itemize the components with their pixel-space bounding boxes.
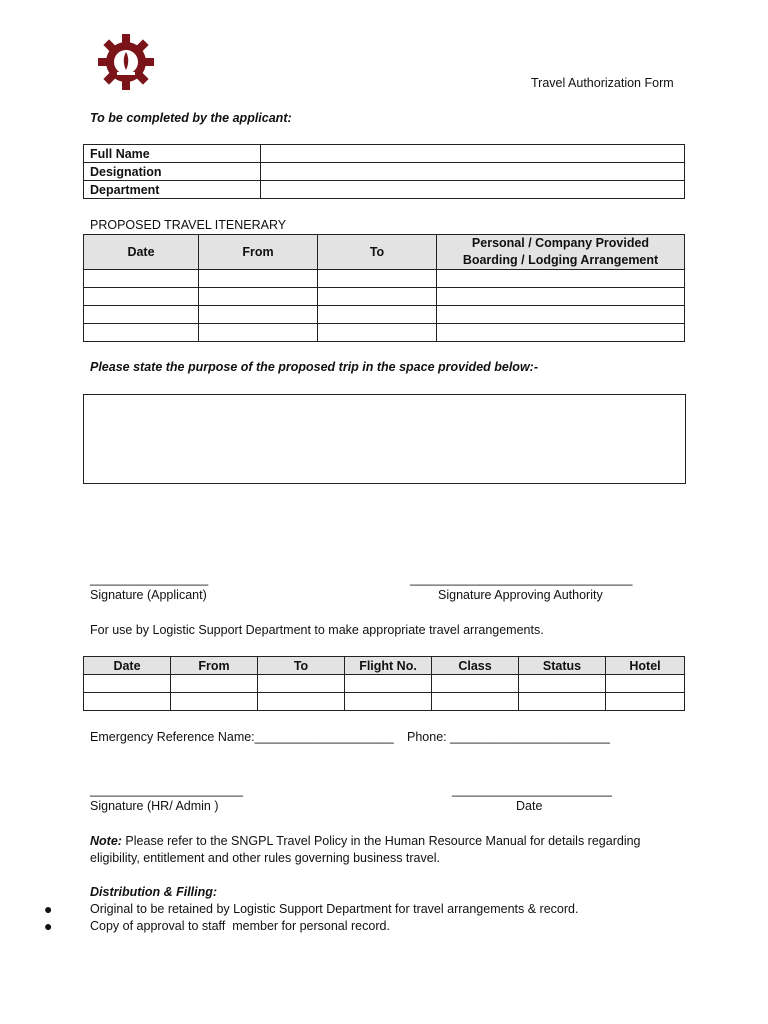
table-row (84, 324, 685, 342)
emergency-name-field[interactable]: ____________________ (254, 730, 394, 744)
itinerary-cell[interactable] (199, 306, 318, 324)
logistics-cell[interactable] (345, 675, 432, 693)
logistics-cell[interactable] (519, 675, 606, 693)
column-header-from: From (171, 657, 258, 675)
list-item (0, 902, 578, 919)
distribution-heading: Distribution & Filling: (90, 885, 218, 899)
list-item (0, 919, 578, 936)
column-header-status: Status (519, 657, 606, 675)
applicant-signature-line: _________________ (90, 572, 209, 586)
distribution-list (0, 902, 578, 936)
itinerary-cell[interactable] (437, 306, 685, 324)
purpose-heading: Please state the purpose of the proposed trip in the space provided below:- (90, 360, 538, 374)
itinerary-cell[interactable] (199, 288, 318, 306)
hr-signature-label: Signature (HR/ Admin ) (90, 799, 219, 813)
itinerary-cell[interactable] (199, 324, 318, 342)
bullet-icon: ● (44, 901, 53, 917)
column-header-from: From (199, 235, 318, 270)
logistics-intro: For use by Logistic Support Department to make appropriate travel arrangements. (90, 623, 544, 637)
purpose-text-area[interactable] (83, 394, 686, 484)
hr-signature-line: ______________________ (90, 783, 243, 797)
itinerary-table (83, 234, 685, 342)
note-label: Note: (90, 834, 122, 848)
field-label: Department (84, 181, 261, 199)
bullet-icon: ● (44, 918, 53, 934)
full-name-field[interactable] (261, 145, 685, 163)
note-line-2: eligibility, entitlement and other rules governing business travel. (90, 851, 440, 865)
itinerary-cell[interactable] (84, 288, 199, 306)
table-row (84, 181, 685, 199)
table-row (84, 145, 685, 163)
table-row (84, 693, 685, 711)
logistics-cell[interactable] (606, 693, 685, 711)
logistics-cell[interactable] (345, 693, 432, 711)
logistics-table (83, 656, 685, 711)
column-header-flight-no: Flight No. (345, 657, 432, 675)
logistics-cell[interactable] (519, 693, 606, 711)
column-header-date: Date (84, 235, 199, 270)
itinerary-cell[interactable] (84, 270, 199, 288)
logistics-cell[interactable] (258, 693, 345, 711)
date-signature-label: Date (516, 799, 543, 813)
form-title: Travel Authorization Form (531, 76, 674, 90)
itinerary-cell[interactable] (437, 288, 685, 306)
itinerary-heading: PROPOSED TRAVEL ITENERARY (90, 218, 287, 232)
logistics-cell[interactable] (171, 675, 258, 693)
itinerary-cell[interactable] (437, 270, 685, 288)
emergency-name-label: Emergency Reference Name: (90, 730, 255, 744)
applicant-details-table (83, 144, 685, 199)
logistics-cell[interactable] (84, 693, 171, 711)
itinerary-cell[interactable] (318, 324, 437, 342)
itinerary-cell[interactable] (318, 270, 437, 288)
itinerary-cell[interactable] (199, 270, 318, 288)
logistics-cell[interactable] (84, 675, 171, 693)
column-header-hotel: Hotel (606, 657, 685, 675)
table-row (84, 270, 685, 288)
emergency-phone-field[interactable]: _______________________ (450, 730, 610, 744)
logistics-cell[interactable] (171, 693, 258, 711)
itinerary-cell[interactable] (84, 306, 199, 324)
itinerary-cell[interactable] (318, 288, 437, 306)
column-header-to: To (318, 235, 437, 270)
itinerary-cell[interactable] (84, 324, 199, 342)
emergency-reference-row (90, 730, 394, 744)
itinerary-cell[interactable] (318, 306, 437, 324)
emergency-phone-row (407, 730, 610, 744)
note-text: Please refer to the SNGPL Travel Policy in the Human Resource Manual for details regarding (121, 834, 641, 848)
logistics-cell[interactable] (432, 693, 519, 711)
table-row (84, 306, 685, 324)
department-field[interactable] (261, 181, 685, 199)
applicant-signature-label: Signature (Applicant) (90, 588, 207, 602)
column-header-to: To (258, 657, 345, 675)
table-row (84, 288, 685, 306)
column-header-arrangement: Personal / Company Provided Boarding / Lodging Arrangement (437, 235, 685, 270)
field-label: Full Name (84, 145, 261, 163)
authority-signature-label: Signature Approving Authority (438, 588, 603, 602)
distribution-item-text: Original to be retained by Logistic Support Department for travel arrangements & record. (90, 902, 579, 916)
table-header-row (84, 235, 685, 270)
authority-signature-line: ________________________________ (410, 572, 633, 586)
field-label: Designation (84, 163, 261, 181)
company-logo-gear-icon (84, 24, 178, 100)
table-row (84, 675, 685, 693)
designation-field[interactable] (261, 163, 685, 181)
table-row (84, 163, 685, 181)
logistics-cell[interactable] (432, 675, 519, 693)
table-header-row (84, 657, 685, 675)
date-signature-line: _______________________ (452, 783, 612, 797)
emergency-phone-label: Phone: (407, 730, 451, 744)
logistics-cell[interactable] (606, 675, 685, 693)
distribution-item-text: Copy of approval to staff member for personal record. (90, 919, 390, 933)
logistics-cell[interactable] (258, 675, 345, 693)
note-line-1 (90, 834, 641, 848)
column-header-class: Class (432, 657, 519, 675)
column-header-date: Date (84, 657, 171, 675)
itinerary-cell[interactable] (437, 324, 685, 342)
applicant-section-heading: To be completed by the applicant: (90, 111, 292, 125)
